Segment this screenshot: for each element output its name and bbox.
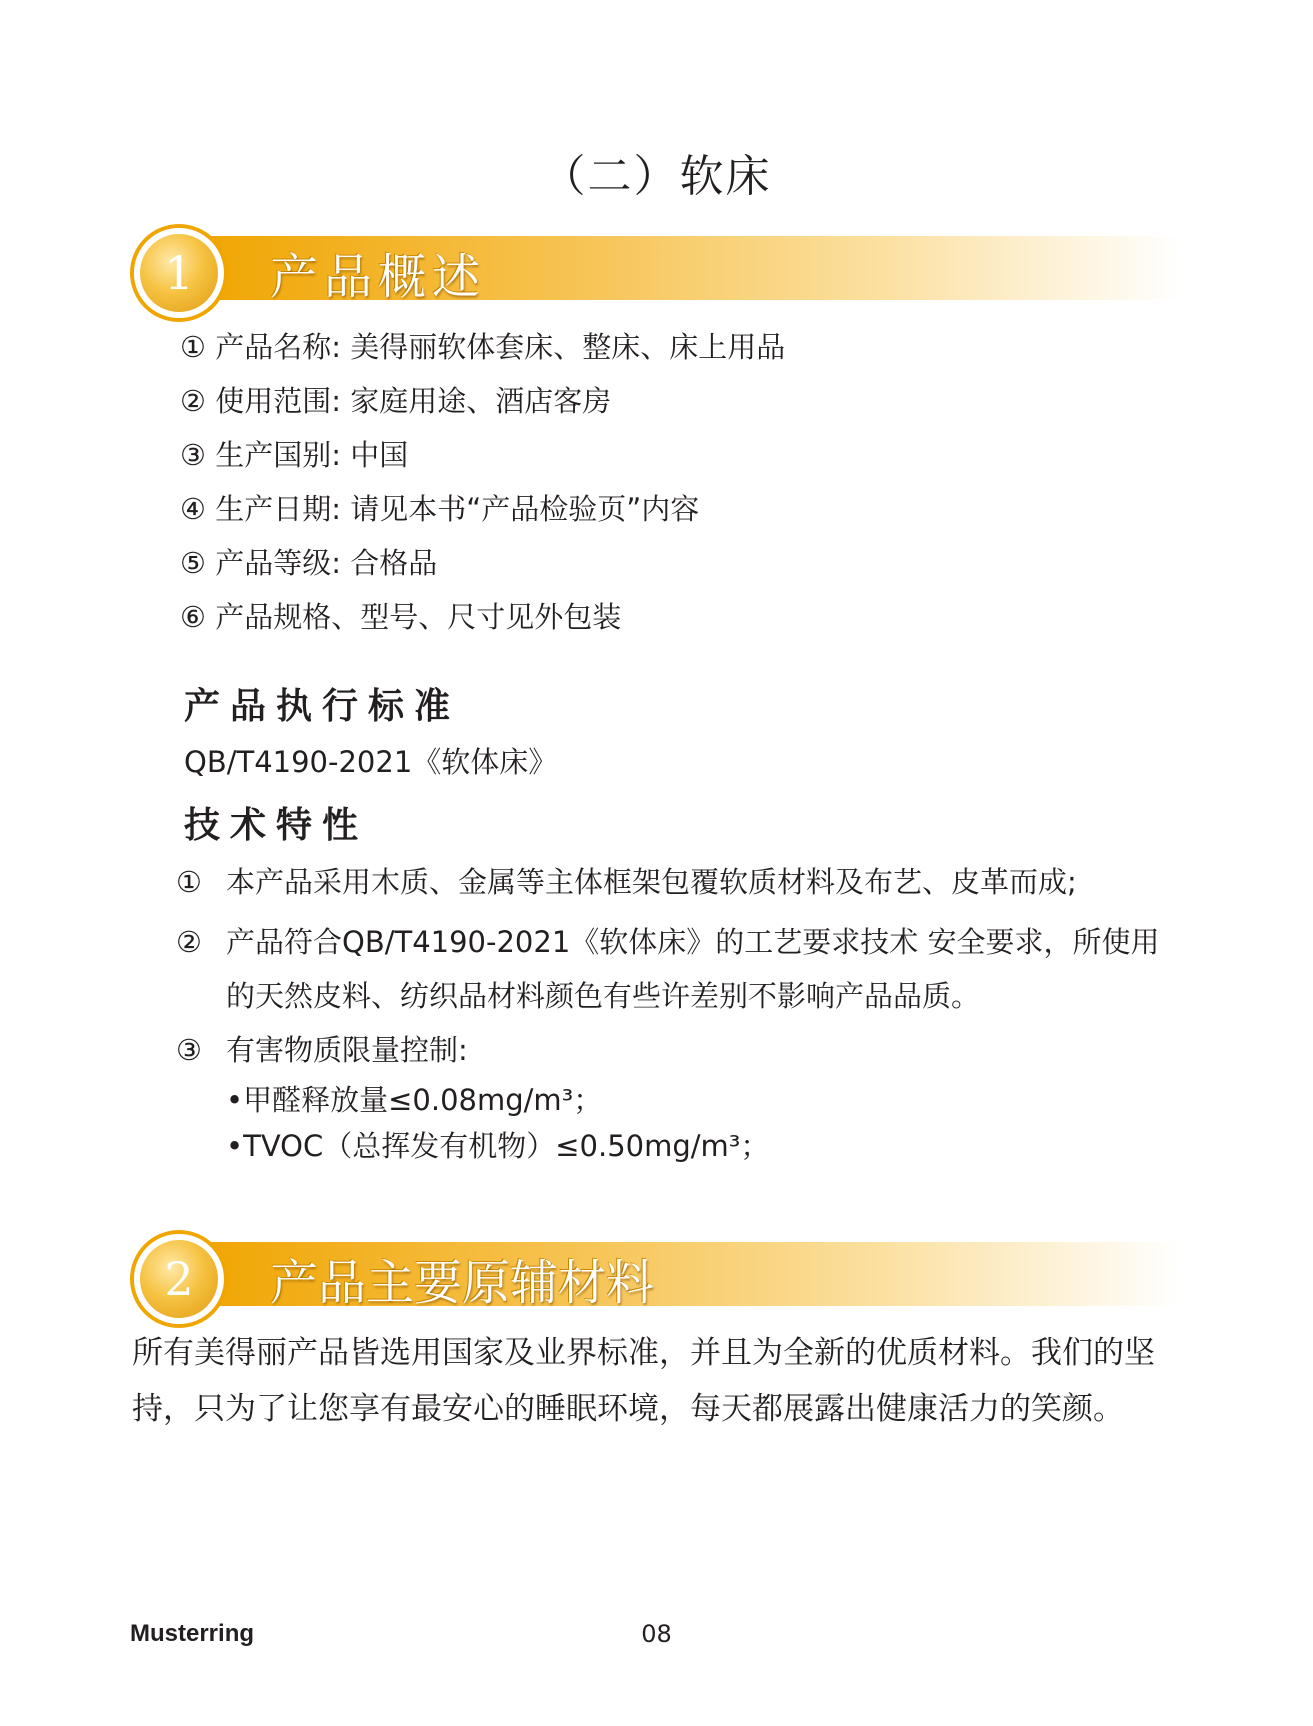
materials-paragraph: 所有美得丽产品皆选用国家及业界标准，并且为全新的优质材料。我们的坚持，只为了让您享有最安心的睡眠环境，每天都展露出健康活力的笑颜。: [132, 1335, 1155, 1427]
section-number-badge: 2: [134, 1234, 224, 1324]
list-item: ③ 生产国别: 中国: [180, 438, 409, 472]
section-banner-overview: [130, 232, 1180, 322]
tech-heading: 技术特性: [184, 805, 369, 846]
item-number: ③: [176, 1033, 202, 1067]
section-title: 产品概述: [270, 249, 487, 305]
item-text: 产品符合QB/T4190-2021《软体床》的工艺要求技术 安全要求，所使用的天然皮料、纺织品材料颜色有些许差别不影响产品品质。: [226, 925, 1160, 1013]
limit-line: •甲醛释放量≤0.08mg/m³；: [226, 1083, 603, 1117]
list-item: ② 使用范围: 家庭用途、酒店客房: [180, 384, 612, 418]
list-item: [176, 1023, 1186, 1077]
standard-heading: 产品执行标准: [184, 686, 461, 727]
limit-line: •TVOC（总挥发有机物）≤0.50mg/m³；: [226, 1129, 770, 1163]
page-title: （二）软床: [541, 151, 772, 202]
list-item: ④ 生产日期: 请见本书“产品检验页”内容: [180, 492, 700, 526]
section-number-badge: 1: [134, 228, 224, 318]
page-number: 08: [641, 1620, 672, 1648]
section-banner-materials: [130, 1238, 1180, 1328]
section-title: 产品主要原辅材料: [270, 1255, 655, 1311]
list-item: [176, 855, 1186, 909]
list-item: ⑤ 产品等级: 合格品: [180, 546, 438, 580]
item-text: 有害物质限量控制:: [226, 1033, 468, 1067]
list-item: ⑥ 产品规格、型号、尺寸见外包装: [180, 600, 622, 634]
overview-list: [180, 320, 785, 644]
list-item: [176, 915, 1186, 1023]
item-text: 本产品采用木质、金属等主体框架包覆软质材料及布艺、皮革而成;: [226, 865, 1077, 899]
item-number: ②: [176, 925, 202, 959]
list-item: ① 产品名称: 美得丽软体套床、整床、床上用品: [180, 330, 786, 364]
item-number: ①: [176, 865, 202, 899]
standard-text: QB/T4190-2021《软体床》: [184, 745, 558, 779]
tech-list: [176, 855, 1186, 1169]
footer-brand: Musterring: [130, 1620, 255, 1647]
